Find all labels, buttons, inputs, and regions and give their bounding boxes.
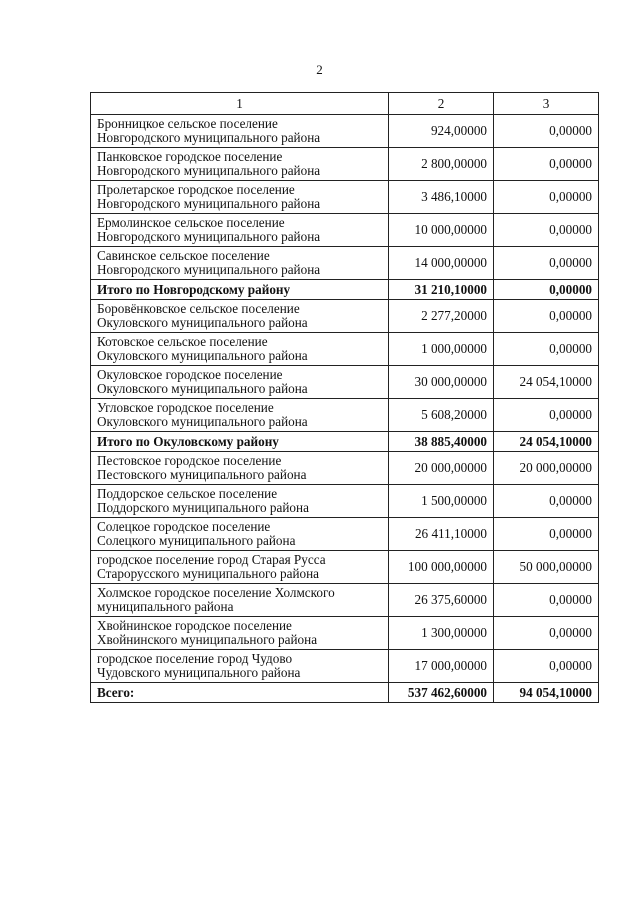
settlement-name-line: Окуловского муниципального района [97, 414, 308, 429]
settlement-name-cell [91, 214, 389, 247]
amount-col2-cell: 100 000,00000 [389, 551, 494, 584]
table-row [91, 617, 599, 650]
settlement-name-line: Пестовское городское поселение [97, 453, 282, 468]
table-row [91, 650, 599, 683]
table-row [91, 584, 599, 617]
settlement-name-cell [91, 551, 389, 584]
settlement-name-cell [91, 181, 389, 214]
total-row [91, 683, 599, 703]
table-row [91, 214, 599, 247]
settlement-name-line: Савинское сельское поселение [97, 248, 270, 263]
table-row [91, 148, 599, 181]
settlement-name-line: Окуловского муниципального района [97, 381, 308, 396]
settlement-name-cell [91, 485, 389, 518]
table-body [91, 115, 599, 703]
settlement-name-line: Поддорское сельское поселение [97, 486, 278, 501]
table-row [91, 333, 599, 366]
settlement-name-cell [91, 518, 389, 551]
amount-col3-cell: 20 000,00000 [494, 452, 599, 485]
amount-col3-cell: 0,00000 [494, 617, 599, 650]
table-row [91, 115, 599, 148]
settlement-name-cell [91, 115, 389, 148]
column-header-2: 2 [389, 93, 494, 115]
amount-col2-cell: 14 000,00000 [389, 247, 494, 280]
table-header-row [91, 93, 599, 115]
column-header-3: 3 [494, 93, 599, 115]
table-row [91, 247, 599, 280]
amount-col2-cell: 10 000,00000 [389, 214, 494, 247]
settlement-name-line: Итого по Новгородскому району [97, 281, 291, 297]
table-row [91, 485, 599, 518]
amount-col2-cell: 17 000,00000 [389, 650, 494, 683]
settlement-name-line: Новгородского муниципального района [97, 196, 321, 211]
settlement-name-line: Старорусского муниципального района [97, 566, 320, 581]
settlement-name-cell [91, 366, 389, 399]
settlement-name-cell [91, 617, 389, 650]
table-row [91, 300, 599, 333]
amount-col3-cell: 0,00000 [494, 485, 599, 518]
settlement-name-line: Новгородского муниципального района [97, 130, 321, 145]
table-row [91, 518, 599, 551]
amount-col2-cell: 1 300,00000 [389, 617, 494, 650]
settlement-name-line: Боровёнковское сельское поселение [97, 301, 300, 316]
settlement-name-line: муниципального района [97, 599, 234, 614]
settlement-name-cell [91, 452, 389, 485]
amount-col2-cell: 2 277,20000 [389, 300, 494, 333]
amount-col3-cell: 0,00000 [494, 148, 599, 181]
amount-col3-cell: 0,00000 [494, 247, 599, 280]
settlement-name-line: Всего: [97, 684, 135, 700]
settlement-name-cell [91, 247, 389, 280]
amount-col3-cell: 0,00000 [494, 300, 599, 333]
settlement-name-line: Бронницкое сельское поселение [97, 116, 278, 131]
amount-col2-cell: 1 500,00000 [389, 485, 494, 518]
settlement-name-line: городское поселение город Старая Русса [97, 552, 326, 567]
settlement-name-line: городское поселение город Чудово [97, 651, 293, 666]
total-label-cell [91, 280, 389, 300]
table-row [91, 551, 599, 584]
amount-col2-cell: 26 375,60000 [389, 584, 494, 617]
settlement-name-cell [91, 584, 389, 617]
table-row [91, 366, 599, 399]
table-row [91, 181, 599, 214]
settlement-name-line: Солецкое городское поселение [97, 519, 271, 534]
amount-col3-cell: 0,00000 [494, 280, 599, 300]
table-row [91, 452, 599, 485]
settlement-name-cell [91, 333, 389, 366]
total-row [91, 432, 599, 452]
settlement-name-line: Пролетарское городское поселение [97, 182, 295, 197]
settlement-name-line: Хвойнинское городское поселение [97, 618, 292, 633]
amount-col3-cell: 0,00000 [494, 115, 599, 148]
amount-col2-cell: 537 462,60000 [389, 683, 494, 703]
amount-col2-cell: 31 210,10000 [389, 280, 494, 300]
settlement-name-line: Новгородского муниципального района [97, 163, 321, 178]
amount-col3-cell: 0,00000 [494, 181, 599, 214]
amount-col2-cell: 5 608,20000 [389, 399, 494, 432]
amount-col3-cell: 24 054,10000 [494, 366, 599, 399]
amount-col3-cell: 24 054,10000 [494, 432, 599, 452]
amount-col2-cell: 924,00000 [389, 115, 494, 148]
settlement-name-line: Панковское городское поселение [97, 149, 283, 164]
amount-col2-cell: 1 000,00000 [389, 333, 494, 366]
total-label-cell [91, 432, 389, 452]
settlement-name-line: Холмское городское поселение Холмского [97, 585, 335, 600]
settlement-name-line: Пестовского муниципального района [97, 467, 307, 482]
settlement-name-line: Котовское сельское поселение [97, 334, 268, 349]
settlement-name-cell [91, 148, 389, 181]
amount-col3-cell: 94 054,10000 [494, 683, 599, 703]
budget-table [90, 92, 599, 703]
settlement-name-line: Солецкого муниципального района [97, 533, 296, 548]
settlement-name-line: Окуловского муниципального района [97, 315, 308, 330]
settlement-name-line: Чудовского муниципального района [97, 665, 301, 680]
amount-col3-cell: 50 000,00000 [494, 551, 599, 584]
amount-col2-cell: 20 000,00000 [389, 452, 494, 485]
settlement-name-line: Ермолинское сельское поселение [97, 215, 285, 230]
page-number: 2 [316, 62, 323, 77]
settlement-name-cell [91, 300, 389, 333]
amount-col3-cell: 0,00000 [494, 584, 599, 617]
amount-col3-cell: 0,00000 [494, 399, 599, 432]
column-header-1: 1 [91, 93, 389, 115]
settlement-name-cell [91, 399, 389, 432]
settlement-name-line: Окуловского муниципального района [97, 348, 308, 363]
settlement-name-line: Новгородского муниципального района [97, 229, 321, 244]
settlement-name-line: Итого по Окуловскому району [97, 433, 279, 449]
amount-col2-cell: 30 000,00000 [389, 366, 494, 399]
amount-col2-cell: 38 885,40000 [389, 432, 494, 452]
amount-col2-cell: 2 800,00000 [389, 148, 494, 181]
total-label-cell [91, 683, 389, 703]
amount-col2-cell: 26 411,10000 [389, 518, 494, 551]
total-row [91, 280, 599, 300]
amount-col3-cell: 0,00000 [494, 333, 599, 366]
table-row [91, 399, 599, 432]
amount-col3-cell: 0,00000 [494, 214, 599, 247]
settlement-name-cell [91, 650, 389, 683]
amount-col3-cell: 0,00000 [494, 650, 599, 683]
settlement-name-line: Окуловское городское поселение [97, 367, 283, 382]
settlement-name-line: Поддорского муниципального района [97, 500, 309, 515]
settlement-name-line: Угловское городское поселение [97, 400, 274, 415]
amount-col2-cell: 3 486,10000 [389, 181, 494, 214]
settlement-name-line: Новгородского муниципального района [97, 262, 321, 277]
amount-col3-cell: 0,00000 [494, 518, 599, 551]
settlement-name-line: Хвойнинского муниципального района [97, 632, 318, 647]
